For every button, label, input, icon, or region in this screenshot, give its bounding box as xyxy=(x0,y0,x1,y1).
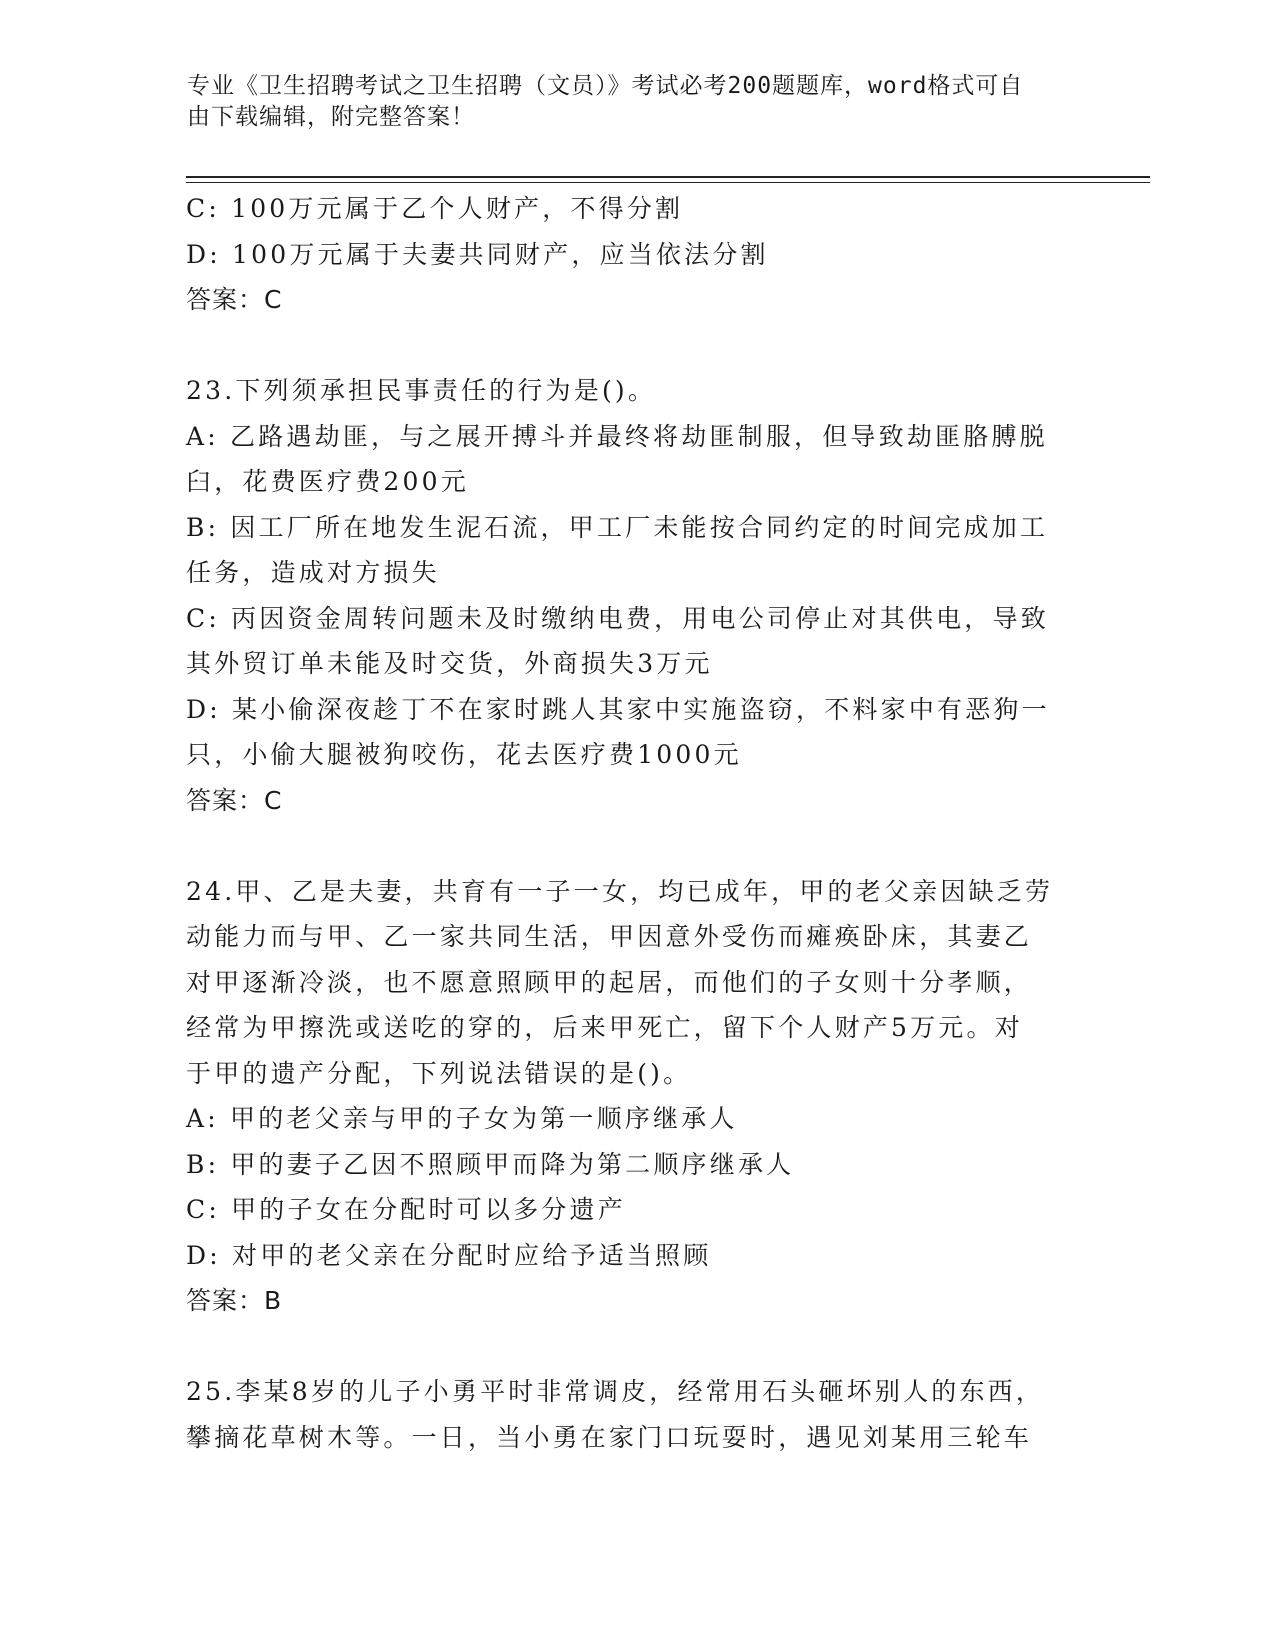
q23-stem: 23.下列须承担民事责任的行为是()。 xyxy=(186,376,657,405)
q22-option-d: D: 100万元属于夫妻共同财产，应当依法分割 xyxy=(186,239,769,269)
q24-stem-line-3: 对甲逐渐冷淡，也不愿意照顾甲的起居，而他们的子女则十分孝顺， xyxy=(186,967,1033,997)
q22-answer: 答案：C xyxy=(186,285,283,314)
q23-option-b-line-2: 任务，造成对方损失 xyxy=(186,558,440,587)
document-header xyxy=(187,71,1067,133)
q23-option-a-line-1: A: 乙路遇劫匪，与之展开搏斗并最终将劫匪制服，但导致劫匪胳膊脱 xyxy=(186,421,1048,451)
q24-stem-line-2: 动能力而与甲、乙一家共同生活，甲因意外受伤而瘫痪卧床，其妻乙 xyxy=(186,922,1033,951)
q24-stem-line-4: 经常为甲擦洗或送吃的穿的，后来甲死亡，留下个人财产5万元。对 xyxy=(186,1013,1023,1042)
header-rule-thick xyxy=(186,176,1150,178)
q25-stem-line-2: 攀摘花草树木等。一日，当小勇在家门口玩耍时，遇见刘某用三轮车 xyxy=(186,1422,1033,1452)
q24-option-a: A: 甲的老父亲与甲的子女为第一顺序继承人 xyxy=(186,1104,738,1133)
q24-option-b: B: 甲的妻子乙因不照顾甲而降为第二顺序继承人 xyxy=(186,1149,795,1179)
q23-option-d-line-1: D: 某小偷深夜趁丁不在家时跳人其家中实施盗窃，不料家中有恶狗一 xyxy=(186,694,1050,724)
spacer xyxy=(186,1324,1086,1370)
q22-option-c: C: 100万元属于乙个人财产，不得分割 xyxy=(186,194,684,223)
q24-option-d: D: 对甲的老父亲在分配时应给予适当照顾 xyxy=(186,1240,712,1270)
q23-option-d-line-2: 只，小偷大腿被狗咬伤，花去医疗费1000元 xyxy=(186,740,742,769)
q24-stem-line-5: 于甲的遗产分配，下列说法错误的是()。 xyxy=(186,1058,692,1088)
q23-answer: 答案：C xyxy=(186,785,283,815)
header-rule-thin xyxy=(186,182,1150,183)
q23-option-b-line-1: B: 因工厂所在地发生泥石流，甲工厂未能按合同约定的时间完成加工 xyxy=(186,512,1049,542)
document-body xyxy=(186,186,1086,1460)
q23-option-a-line-2: 臼，花费医疗费200元 xyxy=(186,467,469,496)
q24-stem-line-1: 24.甲、乙是夫妻，共育有一子一女，均已成年，甲的老父亲因缺乏劳 xyxy=(186,876,1054,906)
header-line-2: 由下载编辑，附完整答案！ xyxy=(187,104,475,130)
q23-option-c-line-2: 其外贸订单未能及时交货，外商损失3万元 xyxy=(186,649,713,678)
q23-option-c-line-1: C: 丙因资金周转问题未及时缴纳电费，用电公司停止对其供电，导致 xyxy=(186,603,1049,633)
q24-option-c: C: 甲的子女在分配时可以多分遗产 xyxy=(186,1195,626,1224)
q25-stem-line-1: 25.李某8岁的儿子小勇平时非常调皮，经常用石头砸坏别人的东西， xyxy=(186,1377,1045,1406)
spacer xyxy=(186,323,1086,369)
header-line-1: 专业《卫生招聘考试之卫生招聘（文员）》考试必考200题题库，word格式可自 xyxy=(187,73,1024,99)
q24-answer: 答案：B xyxy=(186,1286,283,1315)
spacer xyxy=(186,823,1086,869)
